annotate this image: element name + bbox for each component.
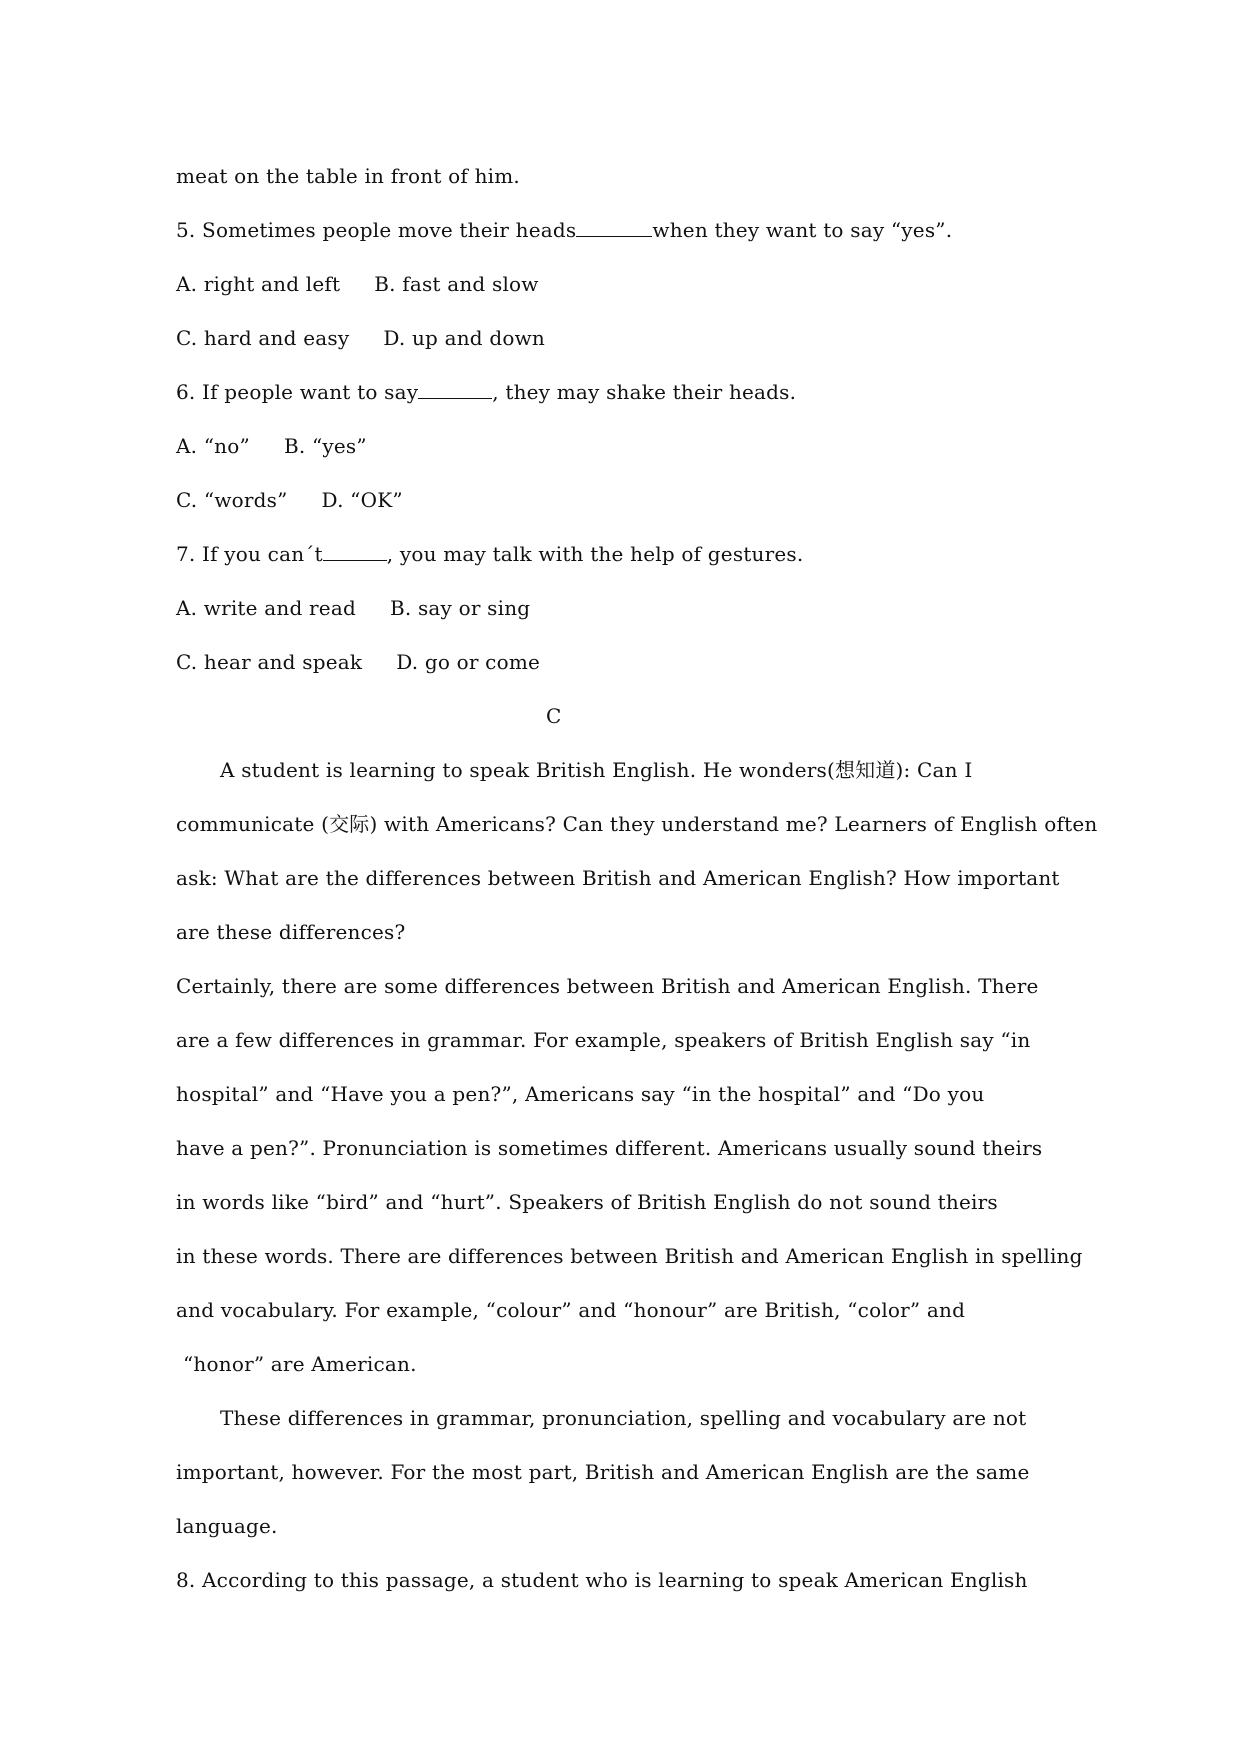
passage-line: communicate (交际) with Americans? Can they understand me? Learners of English often: [176, 812, 1098, 836]
question-5-options-row-1: [176, 270, 539, 298]
passage-line: ask: What are the differences between British and American English? How important: [176, 866, 1060, 890]
passage-line: hospital” and “Have you a pen?”, Americans say “in the hospital” and “Do you: [176, 1082, 985, 1106]
passage-line: and vocabulary. For example, “colour” and “honour” are British, “color” and: [176, 1298, 966, 1322]
passage-line: Certainly, there are some differences between British and American English. There: [176, 974, 1039, 998]
passage-line: in words like “bird” and “hurt”. Speakers of British English do not sound theirs: [176, 1190, 998, 1214]
question-6-option-b: B. “yes”: [283, 434, 367, 458]
question-5-option-b: B. fast and slow: [374, 272, 539, 296]
question-7-option-b: B. say or sing: [389, 596, 531, 620]
question-5-stem-before: 5. Sometimes people move their heads: [176, 218, 577, 242]
question-7-option-a: A. write and read: [176, 596, 356, 620]
question-7-stem-before: 7. If you canˊt: [176, 542, 323, 566]
question-7-option-d: D. go or come: [396, 650, 541, 674]
passage-line: important, however. For the most part, British and American English are the same: [176, 1460, 1030, 1484]
question-6-blank: [418, 380, 492, 399]
question-5-options-row-2: [176, 324, 545, 352]
passage-line: “honor” are American.: [183, 1352, 417, 1376]
question-7-stem: [176, 540, 803, 568]
question-5-option-d: D. up and down: [383, 326, 546, 350]
question-6-stem-before: 6. If people want to say: [176, 380, 419, 404]
question-7-stem-after: , you may talk with the help of gestures.: [386, 542, 804, 566]
intro-tail: meat on the table in front of him.: [176, 164, 520, 188]
question-5-blank: [576, 218, 652, 237]
question-6-option-a: A. “no”: [176, 434, 250, 458]
passage-line: are these differences?: [176, 920, 406, 944]
question-6-stem-after: , they may shake their heads.: [492, 380, 797, 404]
question-5-stem: [176, 216, 952, 244]
section-label: C: [546, 704, 562, 728]
question-6-option-c: C. “words”: [176, 488, 288, 512]
question-6-option-d: D. “OK”: [321, 488, 403, 512]
passage-line: have a pen?”. Pronunciation is sometimes different. Americans usually sound theirs: [176, 1136, 1043, 1160]
passage-line: language.: [176, 1514, 278, 1538]
question-7-blank: [323, 542, 387, 561]
question-8-stem: 8. According to this passage, a student who is learning to speak American English: [176, 1568, 1028, 1592]
question-6-stem: [176, 378, 796, 406]
question-7-option-c: C. hear and speak: [176, 650, 363, 674]
question-7-options-row-2: [176, 648, 540, 676]
question-7-options-row-1: [176, 594, 530, 622]
passage-line: are a few differences in grammar. For example, speakers of British English say “in: [176, 1028, 1031, 1052]
question-5-option-a: A. right and left: [176, 272, 341, 296]
passage-line: A student is learning to speak British English. He wonders(想知道): Can I: [220, 758, 973, 782]
passage-line: in these words. There are differences between British and American English in spelling: [176, 1244, 1083, 1268]
question-5-option-c: C. hard and easy: [176, 326, 350, 350]
passage-line: These differences in grammar, pronunciation, spelling and vocabulary are not: [220, 1406, 1027, 1430]
question-6-options-row-1: [176, 432, 367, 460]
question-6-options-row-2: [176, 486, 403, 514]
question-5-stem-after: when they want to say “yes”.: [652, 218, 953, 242]
